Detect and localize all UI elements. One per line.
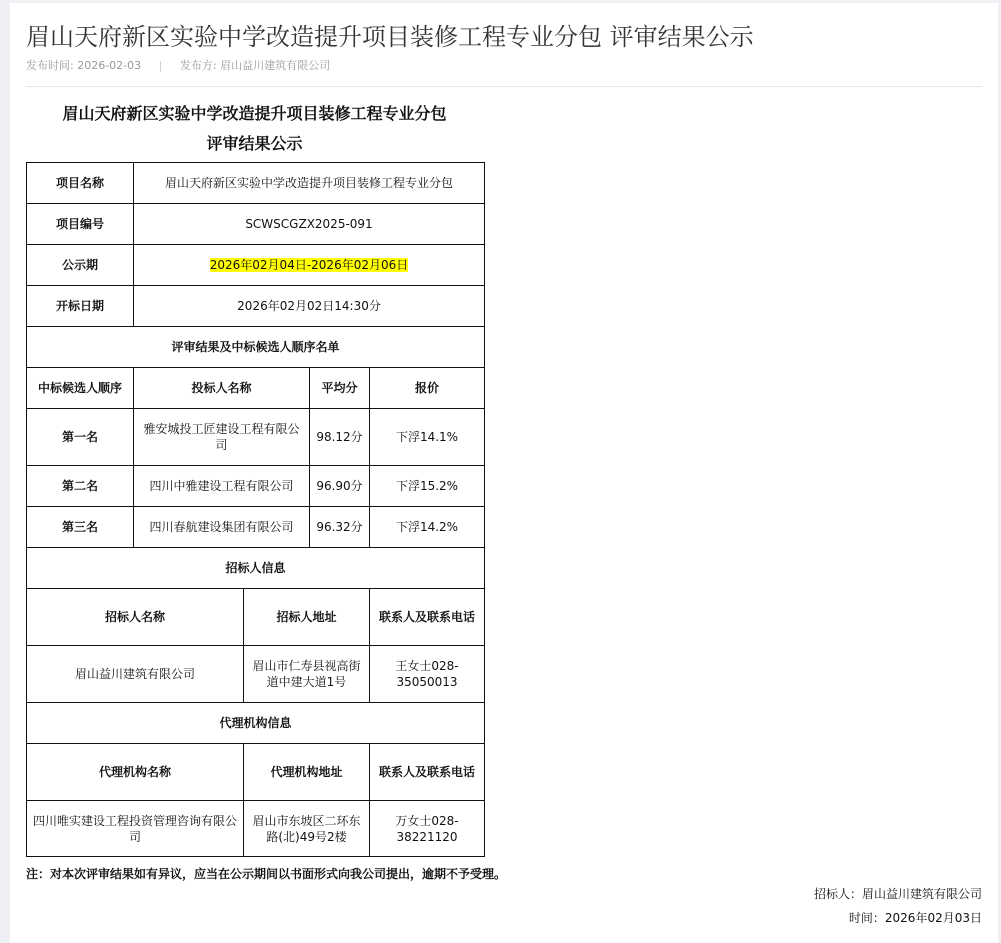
article-meta [26, 57, 330, 73]
publisher: 眉山益川建筑有限公司 [220, 59, 331, 72]
result-table [26, 162, 485, 857]
tenderer-contact: 王女士028-35050013 [370, 646, 485, 703]
column-header: 代理机构地址 [244, 744, 370, 801]
publisher-label: 发布方: [179, 59, 217, 72]
rank: 第一名 [27, 409, 134, 466]
section-header: 招标人信息 [27, 548, 485, 589]
column-header: 报价 [370, 368, 485, 409]
column-header: 平均分 [310, 368, 370, 409]
column-header: 联系人及联系电话 [370, 589, 485, 646]
column-header: 代理机构名称 [27, 744, 244, 801]
column-header: 招标人地址 [244, 589, 370, 646]
score: 96.90分 [310, 466, 370, 507]
info-row [27, 286, 485, 327]
table-row [27, 409, 485, 466]
info-value [134, 245, 485, 286]
agency-contact: 万女士028-38221120 [370, 801, 485, 857]
column-header: 招标人名称 [27, 589, 244, 646]
info-value: SCWSCGZX2025-091 [134, 204, 485, 245]
score: 96.32分 [310, 507, 370, 548]
publish-time-label: 发布时间: [26, 59, 74, 72]
info-row [27, 204, 485, 245]
rank: 第三名 [27, 507, 134, 548]
article-card [10, 3, 998, 943]
signature-time: 时间：2026年02月03日 [848, 911, 982, 925]
info-value: 2026年02月02日14:30分 [134, 286, 485, 327]
info-row [27, 163, 485, 204]
info-row [27, 245, 485, 286]
divider [26, 86, 982, 87]
publicity-period: 2026年02月04日-2026年02月06日 [209, 258, 409, 272]
price: 下浮15.2% [370, 466, 485, 507]
results-header-row [27, 368, 485, 409]
section-header: 评审结果及中标候选人顺序名单 [27, 327, 485, 368]
column-header: 中标候选人顺序 [27, 368, 134, 409]
doc-title-line1: 眉山天府新区实验中学改造提升项目装修工程专业分包 [62, 104, 447, 123]
tenderer-name: 眉山益川建筑有限公司 [27, 646, 244, 703]
table-row [27, 507, 485, 548]
rank: 第二名 [27, 466, 134, 507]
info-value: 眉山天府新区实验中学改造提升项目装修工程专业分包 [134, 163, 485, 204]
tenderer-header-row [27, 589, 485, 646]
info-label: 项目名称 [27, 163, 134, 204]
agency-header-row [27, 744, 485, 801]
tenderer-row [27, 646, 485, 703]
doc-title-line2: 评审结果公示 [206, 134, 303, 153]
objection-note: 注：对本次评审结果如有异议，应当在公示期间以书面形式向我公司提出，逾期不予受理。 [26, 867, 507, 881]
section-header: 代理机构信息 [27, 703, 485, 744]
info-label: 公示期 [27, 245, 134, 286]
price: 下浮14.1% [370, 409, 485, 466]
price: 下浮14.2% [370, 507, 485, 548]
bidder-name: 四川中雅建设工程有限公司 [134, 466, 310, 507]
table-row [27, 466, 485, 507]
info-label: 开标日期 [27, 286, 134, 327]
score: 98.12分 [310, 409, 370, 466]
column-header: 投标人名称 [134, 368, 310, 409]
tenderer-address: 眉山市仁寿县视高街道中建大道1号 [244, 646, 370, 703]
agency-address: 眉山市东坡区二环东路(北)49号2楼 [244, 801, 370, 857]
column-header: 联系人及联系电话 [370, 744, 485, 801]
bidder-name: 四川春航建设集团有限公司 [134, 507, 310, 548]
agency-name: 四川唯实建设工程投资管理咨询有限公司 [27, 801, 244, 857]
page-title: 眉山天府新区实验中学改造提升项目装修工程专业分包 评审结果公示 [26, 23, 754, 51]
signature-tenderer: 招标人：眉山益川建筑有限公司 [813, 887, 982, 901]
agency-row [27, 801, 485, 857]
info-label: 项目编号 [27, 204, 134, 245]
publish-time: 2026-02-03 [77, 59, 142, 72]
bidder-name: 雅安城投工匠建设工程有限公司 [134, 409, 310, 466]
meta-divider: | [158, 59, 163, 72]
